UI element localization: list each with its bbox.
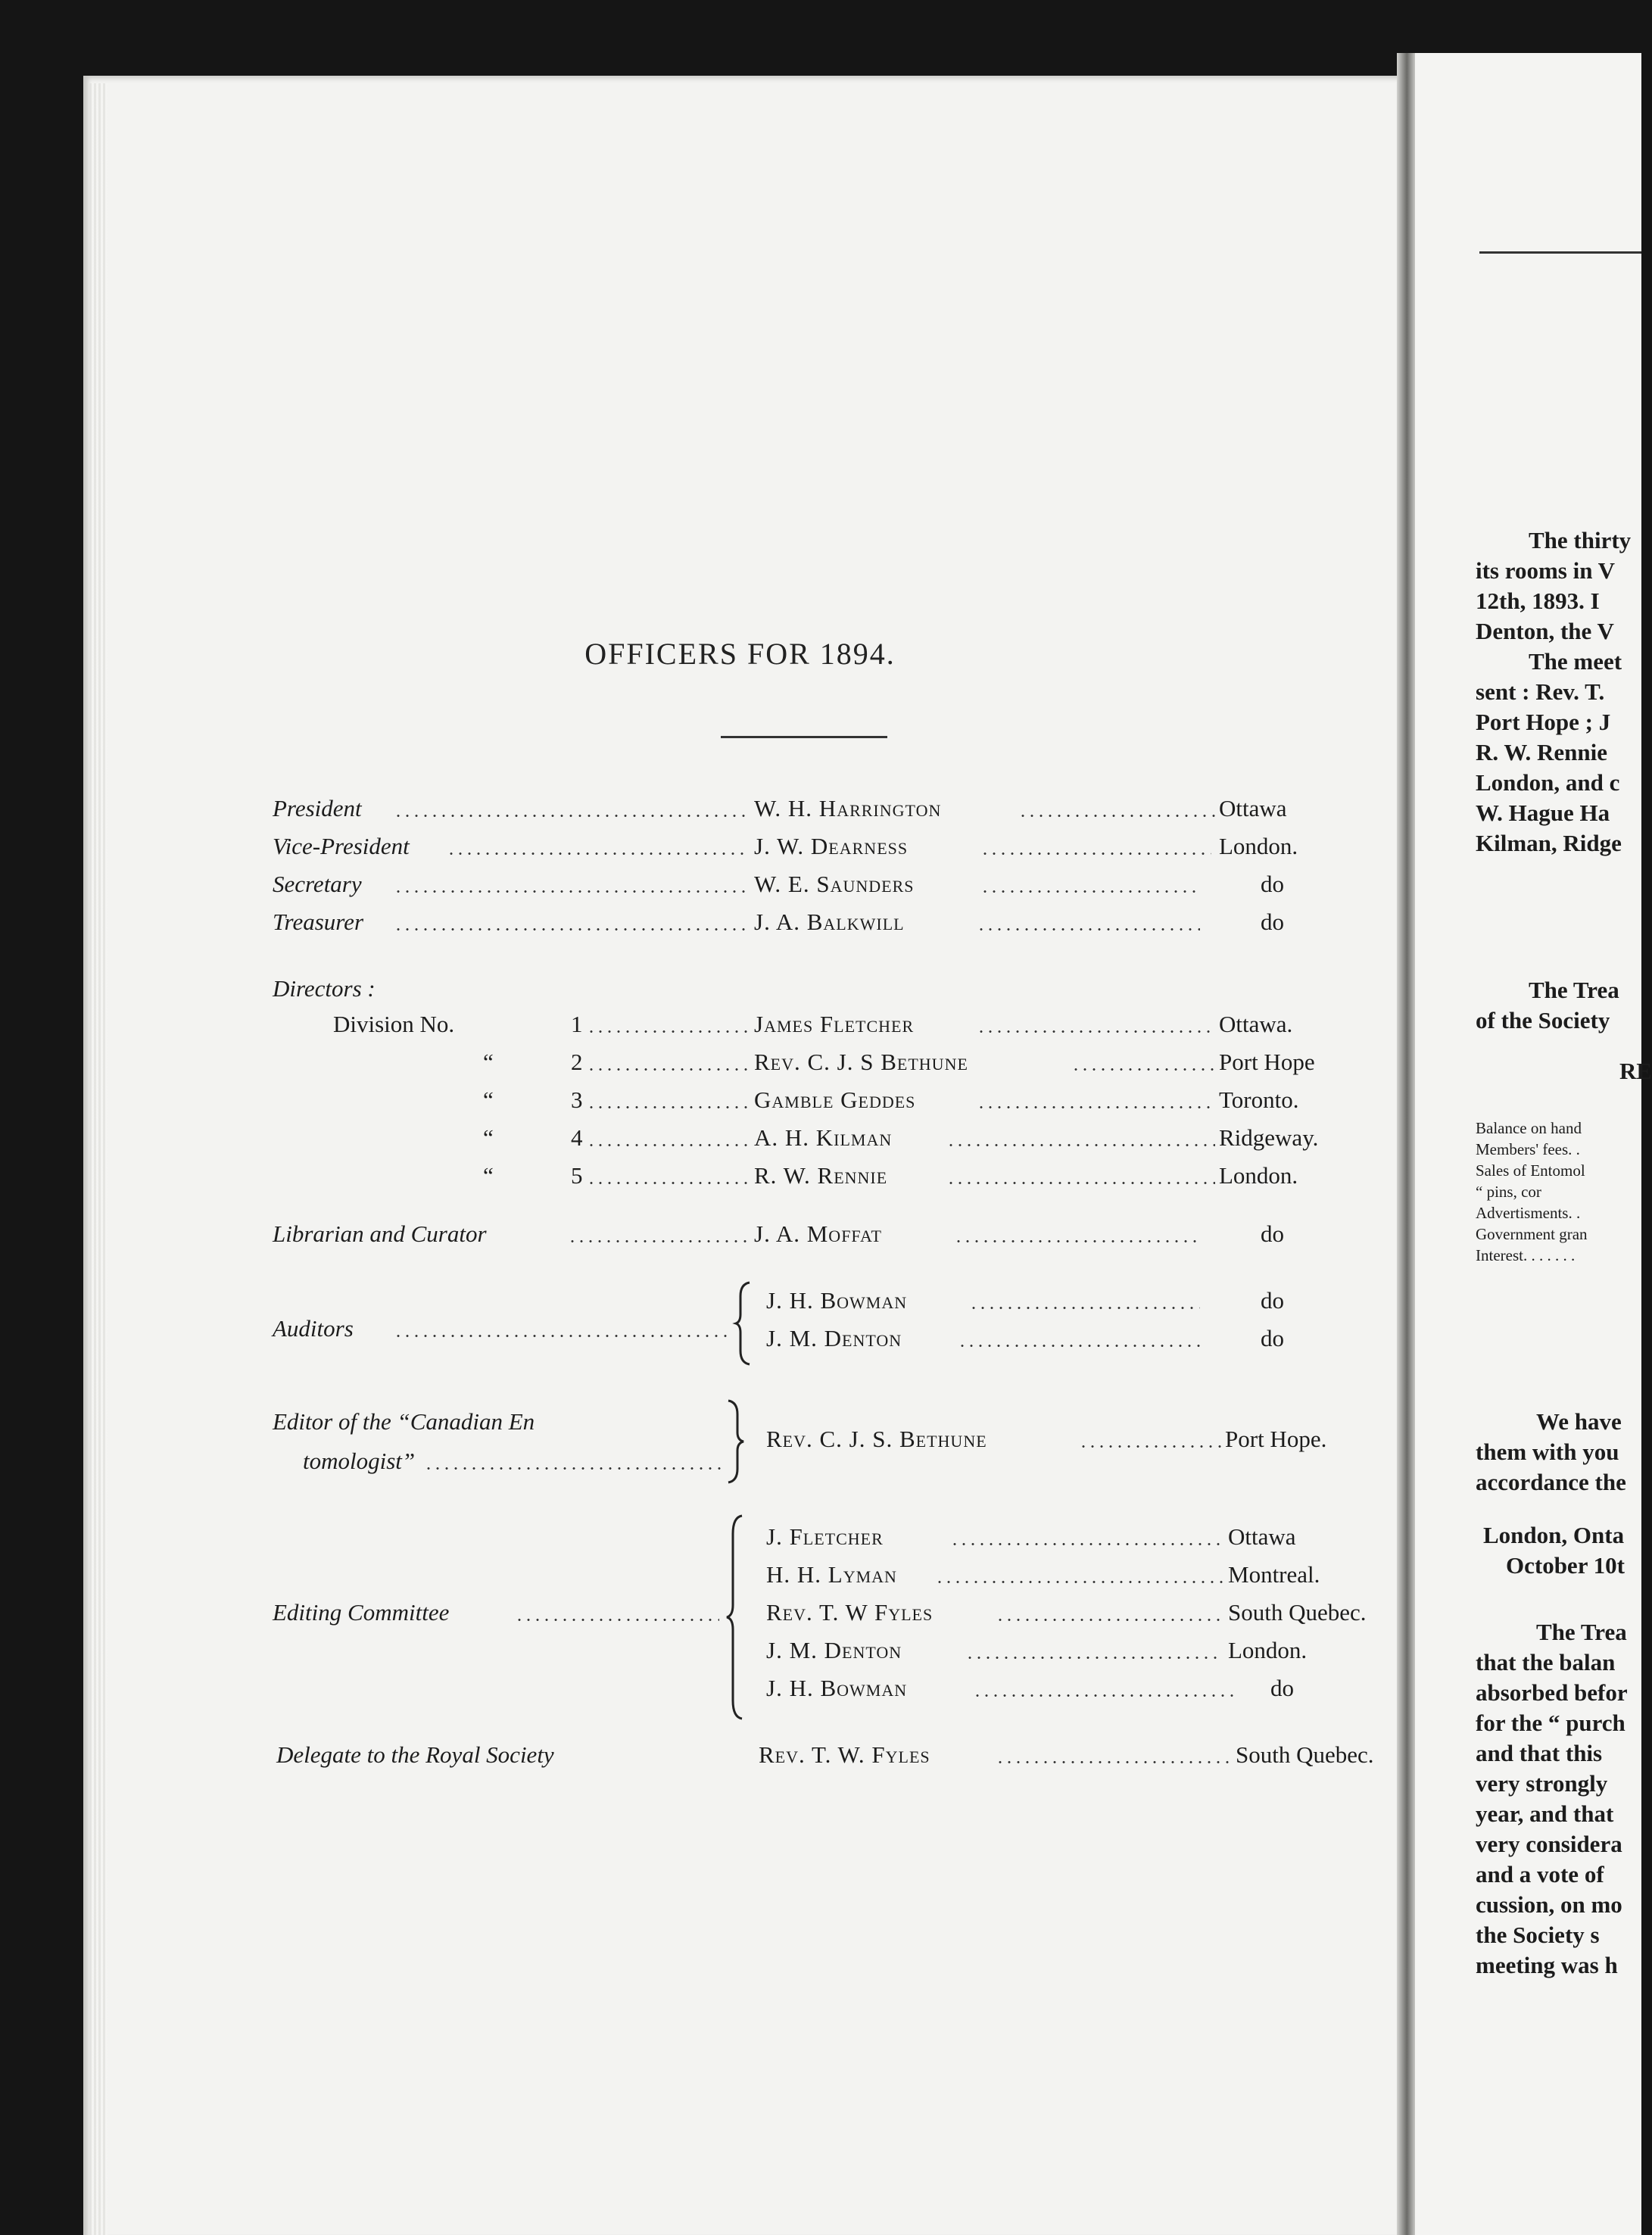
leader-dots — [1018, 815, 1215, 817]
officer-place: do — [1261, 871, 1284, 897]
director-row — [273, 1049, 1408, 1082]
leader-dots — [1079, 1445, 1223, 1448]
director-name: Rev. C. J. S Bethune — [754, 1049, 968, 1075]
right-page-line: them with you — [1476, 1439, 1619, 1465]
editor-row — [273, 1426, 1408, 1459]
committee-member-name: J. H. Bowman — [766, 1675, 908, 1701]
role-label: Auditors — [273, 1315, 354, 1342]
right-page-heading: RE — [1619, 1058, 1652, 1084]
book-gutter — [1397, 53, 1415, 2235]
leader-dots — [447, 853, 750, 855]
right-page-line: The Trea — [1529, 977, 1619, 1003]
title-rule — [721, 736, 887, 738]
delegate-name: Rev. T. W. Fyles — [759, 1741, 930, 1768]
leader-dots — [587, 1068, 750, 1071]
committee-member-place: Ottawa — [1228, 1523, 1296, 1550]
right-page-line: October 10t — [1506, 1552, 1625, 1579]
right-page-line: R. W. Rennie — [1476, 739, 1607, 765]
leader-dots — [587, 1182, 750, 1184]
leader-dots — [996, 1761, 1230, 1763]
auditor-place: do — [1261, 1325, 1284, 1351]
leader-dots — [946, 1144, 1215, 1146]
right-page-line: Kilman, Ridge — [1476, 830, 1622, 856]
right-page-line: “ pins, cor — [1476, 1183, 1541, 1201]
delegate-row — [273, 1741, 1408, 1775]
right-page-line: year, and that — [1476, 1800, 1614, 1827]
division-label: Division No. — [333, 1011, 455, 1037]
leader-dots — [954, 1240, 1200, 1242]
right-page-line: of the Society — [1476, 1007, 1610, 1033]
officer-row-president — [273, 795, 1408, 828]
leader-dots — [587, 1030, 750, 1033]
committee-member-row — [273, 1637, 1408, 1670]
right-page-line: very considera — [1476, 1831, 1622, 1857]
leader-dots — [587, 1144, 750, 1146]
right-page-line: Government gran — [1476, 1225, 1588, 1243]
officer-place: do — [1261, 909, 1284, 935]
leader-dots — [587, 1106, 750, 1108]
header-rule — [1479, 251, 1641, 254]
ditto-mark: “ — [483, 1162, 494, 1189]
auditor-place: do — [1261, 1287, 1284, 1314]
delegate-place: South Quebec. — [1236, 1741, 1374, 1768]
right-page-line: Members' fees. . — [1476, 1140, 1580, 1158]
director-name: R. W. Rennie — [754, 1162, 888, 1189]
right-page-line: Balance on hand — [1476, 1119, 1582, 1137]
auditor-name: J. H. Bowman — [766, 1287, 908, 1314]
division-number: 3 — [571, 1086, 583, 1113]
officer-name: W. H. Harrington — [754, 795, 942, 821]
right-page-line: and that this — [1476, 1740, 1603, 1766]
right-page-line: The thirty — [1529, 527, 1632, 553]
left-page — [83, 76, 1397, 2235]
leader-dots — [568, 1240, 750, 1242]
officer-place: do — [1261, 1220, 1284, 1247]
officer-name: J. W. Dearness — [754, 833, 909, 859]
director-place: Port Hope — [1219, 1049, 1315, 1075]
leader-dots — [394, 890, 750, 893]
auditor-row — [273, 1325, 1408, 1358]
leader-dots — [424, 1467, 727, 1470]
committee-member-row — [273, 1599, 1408, 1632]
right-page-line: Port Hope ; J — [1476, 709, 1611, 735]
right-page-line: London, Onta — [1483, 1522, 1625, 1548]
director-name: A. H. Kilman — [754, 1124, 893, 1151]
auditor-name: J. M. Denton — [766, 1325, 902, 1351]
right-page-line: very strongly — [1476, 1770, 1608, 1797]
right-page-line: sent : Rev. T. — [1476, 678, 1605, 705]
leader-dots — [965, 1657, 1223, 1659]
officer-place: Ottawa — [1219, 795, 1287, 821]
right-page-line: Interest. . . . . . . — [1476, 1246, 1576, 1264]
right-page-line: absorbed befor — [1476, 1679, 1628, 1706]
right-page-line: for the “ purch — [1476, 1710, 1626, 1736]
editor-name: Rev. C. J. S. Bethune — [766, 1426, 987, 1452]
page-stack-edges — [89, 83, 108, 2235]
librarian-row — [273, 1220, 1408, 1254]
director-row — [273, 1124, 1408, 1158]
right-page-line: the Society s — [1476, 1922, 1600, 1948]
right-page-line: meeting was h — [1476, 1952, 1618, 1978]
ditto-mark: “ — [483, 1049, 494, 1075]
committee-member-place: South Quebec. — [1228, 1599, 1367, 1626]
right-page-line: Denton, the V — [1476, 618, 1614, 644]
committee-member-row — [273, 1523, 1408, 1557]
director-place: Toronto. — [1219, 1086, 1299, 1113]
right-page-line: cussion, on mo — [1476, 1891, 1622, 1918]
role-label: Editor of the “Canadian En — [273, 1408, 535, 1435]
officer-name: J. A. Moffat — [754, 1220, 882, 1247]
leader-dots — [973, 1694, 1234, 1697]
division-number: 4 — [571, 1124, 583, 1151]
officer-place: London. — [1219, 833, 1298, 859]
director-row — [273, 1011, 1408, 1044]
leader-dots — [1071, 1068, 1215, 1071]
committee-member-place: Montreal. — [1228, 1561, 1320, 1588]
committee-member-name: Rev. T. W Fyles — [766, 1599, 934, 1626]
right-page — [1415, 53, 1652, 2235]
director-place: London. — [1219, 1162, 1298, 1189]
leader-dots — [977, 928, 1200, 930]
page-title: OFFICERS FOR 1894. — [584, 637, 896, 671]
director-place: Ridgeway. — [1219, 1124, 1319, 1151]
committee-member-name: H. H. Lyman — [766, 1561, 897, 1588]
committee-member-row — [273, 1675, 1408, 1708]
committee-member-place: do — [1270, 1675, 1294, 1701]
leader-dots — [958, 1345, 1200, 1347]
committee-member-name: J. M. Denton — [766, 1637, 902, 1663]
role-label: President — [273, 795, 362, 821]
committee-member-place: London. — [1228, 1637, 1308, 1663]
division-number: 5 — [571, 1162, 583, 1189]
officer-name: J. A. Balkwill — [754, 909, 905, 935]
right-page-line: and a vote of — [1476, 1861, 1604, 1887]
officer-name: W. E. Saunders — [754, 871, 915, 897]
right-page-line: accordance the — [1476, 1469, 1626, 1495]
director-row — [273, 1086, 1408, 1120]
right-page-line: that the balan — [1476, 1649, 1616, 1675]
right-page-line: W. Hague Ha — [1476, 800, 1610, 826]
leader-dots — [946, 1182, 1215, 1184]
right-page-line: Sales of Entomol — [1476, 1161, 1585, 1180]
leader-dots — [980, 853, 1211, 855]
ditto-mark: “ — [483, 1086, 494, 1113]
leader-dots — [977, 1106, 1215, 1108]
role-label: Delegate to the Royal Society — [276, 1741, 554, 1768]
right-page-line: 12th, 1893. I — [1476, 588, 1600, 614]
director-place: Ottawa. — [1219, 1011, 1293, 1037]
right-page-line: London, and c — [1476, 769, 1620, 796]
leader-dots — [394, 815, 750, 817]
role-label: Editing Committee — [273, 1599, 450, 1626]
directors-heading: Directors : — [273, 975, 376, 1002]
ditto-mark: “ — [483, 1124, 494, 1151]
right-page-line: The meet — [1529, 648, 1622, 675]
officer-row-treasurer — [273, 909, 1408, 942]
role-label: Secretary — [273, 871, 362, 897]
director-name: Gamble Geddes — [754, 1086, 916, 1113]
editor-place: Port Hope. — [1225, 1426, 1327, 1452]
director-name: James Fletcher — [754, 1011, 915, 1037]
officer-row-secretary — [273, 871, 1408, 904]
role-label: Librarian and Curator — [273, 1220, 487, 1247]
director-row — [273, 1162, 1408, 1195]
leader-dots — [950, 1543, 1223, 1545]
division-number: 1 — [571, 1011, 583, 1037]
right-page-line: its rooms in V — [1476, 557, 1616, 584]
leader-dots — [996, 1619, 1223, 1621]
leader-dots — [935, 1581, 1223, 1583]
right-page-line: The Trea — [1536, 1619, 1627, 1645]
role-label: Treasurer — [273, 909, 364, 935]
division-number: 2 — [571, 1049, 583, 1075]
committee-member-name: J. Fletcher — [766, 1523, 884, 1550]
right-page-line: Advertisments. . — [1476, 1204, 1581, 1222]
role-label: Vice-President — [273, 833, 410, 859]
leader-dots — [394, 928, 750, 930]
role-label-cont: tomologist” — [303, 1448, 416, 1474]
officer-row-vice-president — [273, 833, 1408, 866]
leader-dots — [969, 1307, 1200, 1309]
right-page-line: We have — [1536, 1408, 1622, 1435]
leader-dots — [977, 1030, 1215, 1033]
auditor-row — [273, 1287, 1408, 1320]
leader-dots — [980, 890, 1200, 893]
committee-member-row — [273, 1561, 1408, 1594]
